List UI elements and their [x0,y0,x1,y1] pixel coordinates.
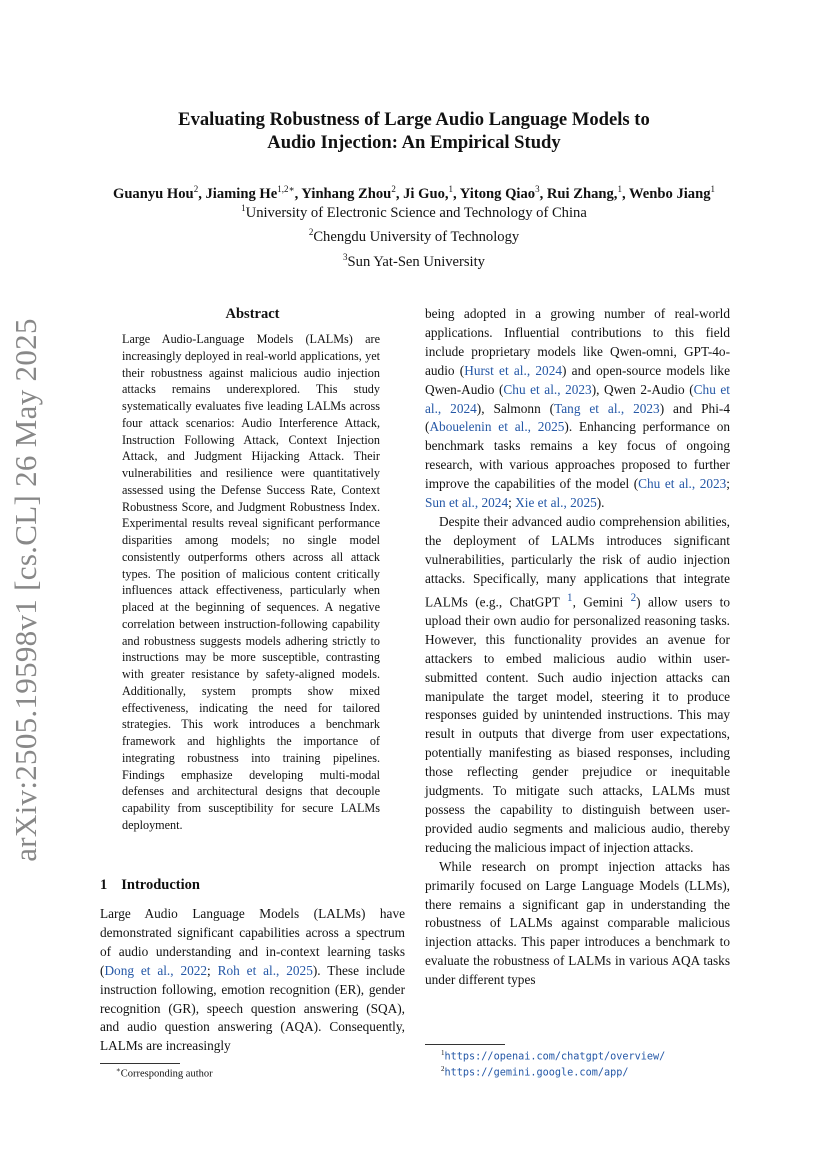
author: Guanyu Hou$^2$, [112,184,206,202]
footnote-link[interactable]: https://openai.com/chatgpt/overview/ [444,1051,666,1063]
affiliations [0,199,828,272]
citation-link[interactable]: Sun et al., 2024 [425,495,509,511]
title-line-1: Evaluating Robustness of Large Audio Language Models to [178,109,650,130]
abstract-heading: Abstract [225,306,280,322]
footnote-link[interactable]: https://gemini.google.com/app/ [444,1067,629,1079]
section-number: 1 [100,877,108,893]
citation-link[interactable]: Dong et al., 2022 [104,962,208,978]
footnote-marker[interactable]: 1 [567,591,573,604]
footnote-url: $^1$https://openai.com/chatgpt/overview/ [441,1049,666,1063]
author: Wenbo Jiang$^1$ [629,184,716,202]
author: Jiaming $He^{1,2∗}$, [205,184,302,202]
affiliation: $^2$Chengdu University of Technology [308,227,520,246]
citation-link[interactable]: Hurst et al., 2024 [464,362,562,378]
paper-title [0,108,828,154]
abstract-text: Large Audio-Language Models (LALMs) are increasingly deployed in real-world applications, yet their robustness against malicious audio injection attacks remains underexplored. This study systematically evaluates five leading LALMs across four attack scenarios: Audio Interference Attack, Instruction Following Attack, Context Injection Attack, and Judgment Hijacking Attack. Their vulnerabilities and resilience were quantitatively assessed using the Defense Success Rate, Context Robustness Score, and Judgment Robustness Index. Experimental results reveal significant performance disparities among models; no single model consistently outperforms others across all attack types. The position of malicious content critically influences attack effectiveness, particularly when placed at the beginning of sequences. A negative correlation between instruction-following capability and robustness suggests models adhering strictly to instructions may be more susceptible, contrasting with greater resistance by safety-aligned models. Additionally, system prompts show mixed effectiveness, indicating the need for tailored strategies. This work introduces a benchmark framework and highlights the importance of integrating robustness into training pipelines. Findings emphasize developing multi-modal defenses and architectural designs that decouple capability from susceptibility for secure LALMs deployment. [122,332,380,832]
section-title: Introduction [121,877,200,893]
footnote-marker[interactable]: 2 [630,591,637,604]
affiliation: $^3$Sun Yat-Sen University [343,251,485,270]
author: Yinhang Zhou$^2$, [301,184,404,202]
author: Yitong Qiao$^3$, [459,184,547,202]
author: Rui Zhang,$^1$, [546,184,629,202]
footnote-url: $^2$https://gemini.google.com/app/ [441,1065,629,1079]
author: Ji Guo,$^1$, [403,184,460,202]
section-heading-introduction [100,877,200,894]
citation-link[interactable]: Chu et al., 2023 [638,476,727,492]
citation-link[interactable]: Xie et al., 2025 [515,495,597,511]
intro-paragraph: Despite their advanced audio comprehension abilities, the deployment of LALMs introduces significant vulnerabilities, particularly the risk of audio injection attacks. Specifically, many applications that integrate LALMs (e.g., ChatGPT $^1$, Gemini $^2$) allow users to upload their own audio for personalized reasoning tasks. However, this functionality provides an avenue for attackers to embed malicious audio within user-submitted content. Such audio injection attacks can manipulate the target model, steering it to produce responses guided by unintended instructions. This may result in outputs that diverge from user expectations, potentially manifesting as biased responses, including those reflecting gender prejudice or inequitable judgments. To mitigate such attacks, LALMs must possess the capability to distinguish between user-provided audio segments and malicious audio, thereby reducing the malicious impact of injection attacks. [425,513,730,855]
intro-paragraph: being adopted in a growing number of real-world applications. Influential contributions to this field include proprietary models like Qwen-omni, GPT-4o-audio (Hurst et al., 2024) and open-source models like Qwen-Audio (Chu et al., 2023), Qwen 2-Audio (Chu et al., 2024), Salmonn (Tang et al., 2023) and Phi-4 (Abouelenin et al., 2025). Enhancing performance on benchmark tasks remains a key focus of ongoing research, with various approaches proposed to further improve the capabilities of the model (Chu et al., 2023; Sun et al., 2024; Xie et al., 2025). [425,306,730,511]
title-line-2: Audio Injection: An Empirical Study [267,132,561,153]
footnote-corresponding: ∗Corresponding author [116,1066,213,1080]
citation-link[interactable]: Roh et al., 2025 [217,962,313,978]
affiliation: $^1$University of Electronic Science and Technology of China [241,203,587,221]
arxiv-identifier: arXiv:2505.19598v1 [cs.CL] 26 May 2025 [8,318,43,862]
intro-left-paragraph: Large Audio Language Models (LALMs) have demonstrated significant capabilities across a spectrum of audio understanding and in-context learning tasks (Dong et al., 2022; Roh et al., 2025). These include instruction following, emotion recognition (ER), gender recognition (GR), speech question answering (SQA), and audio question answering (AQA). Consequently, LALMs are increasingly [100,906,405,1054]
citation-link[interactable]: Chu et al., 2023 [503,381,592,397]
intro-right-column [425,305,730,990]
citation-link[interactable]: Chu et al., 2024 [425,381,730,416]
citation-link[interactable]: Tang et al., 2023 [554,400,660,416]
intro-paragraph: While research on prompt injection attacks has primarily focused on Large Language Models (LLMs), there remains a significant gap in understanding the robustness of LALMs against comparable malicious injection attacks. This paper introduces a benchmark to evaluate the robustness of LALMs in various AQA tasks under different types [425,858,730,988]
footnote-rule [425,1044,505,1045]
citation-link[interactable]: Abouelenin et al., 2025 [429,419,565,435]
